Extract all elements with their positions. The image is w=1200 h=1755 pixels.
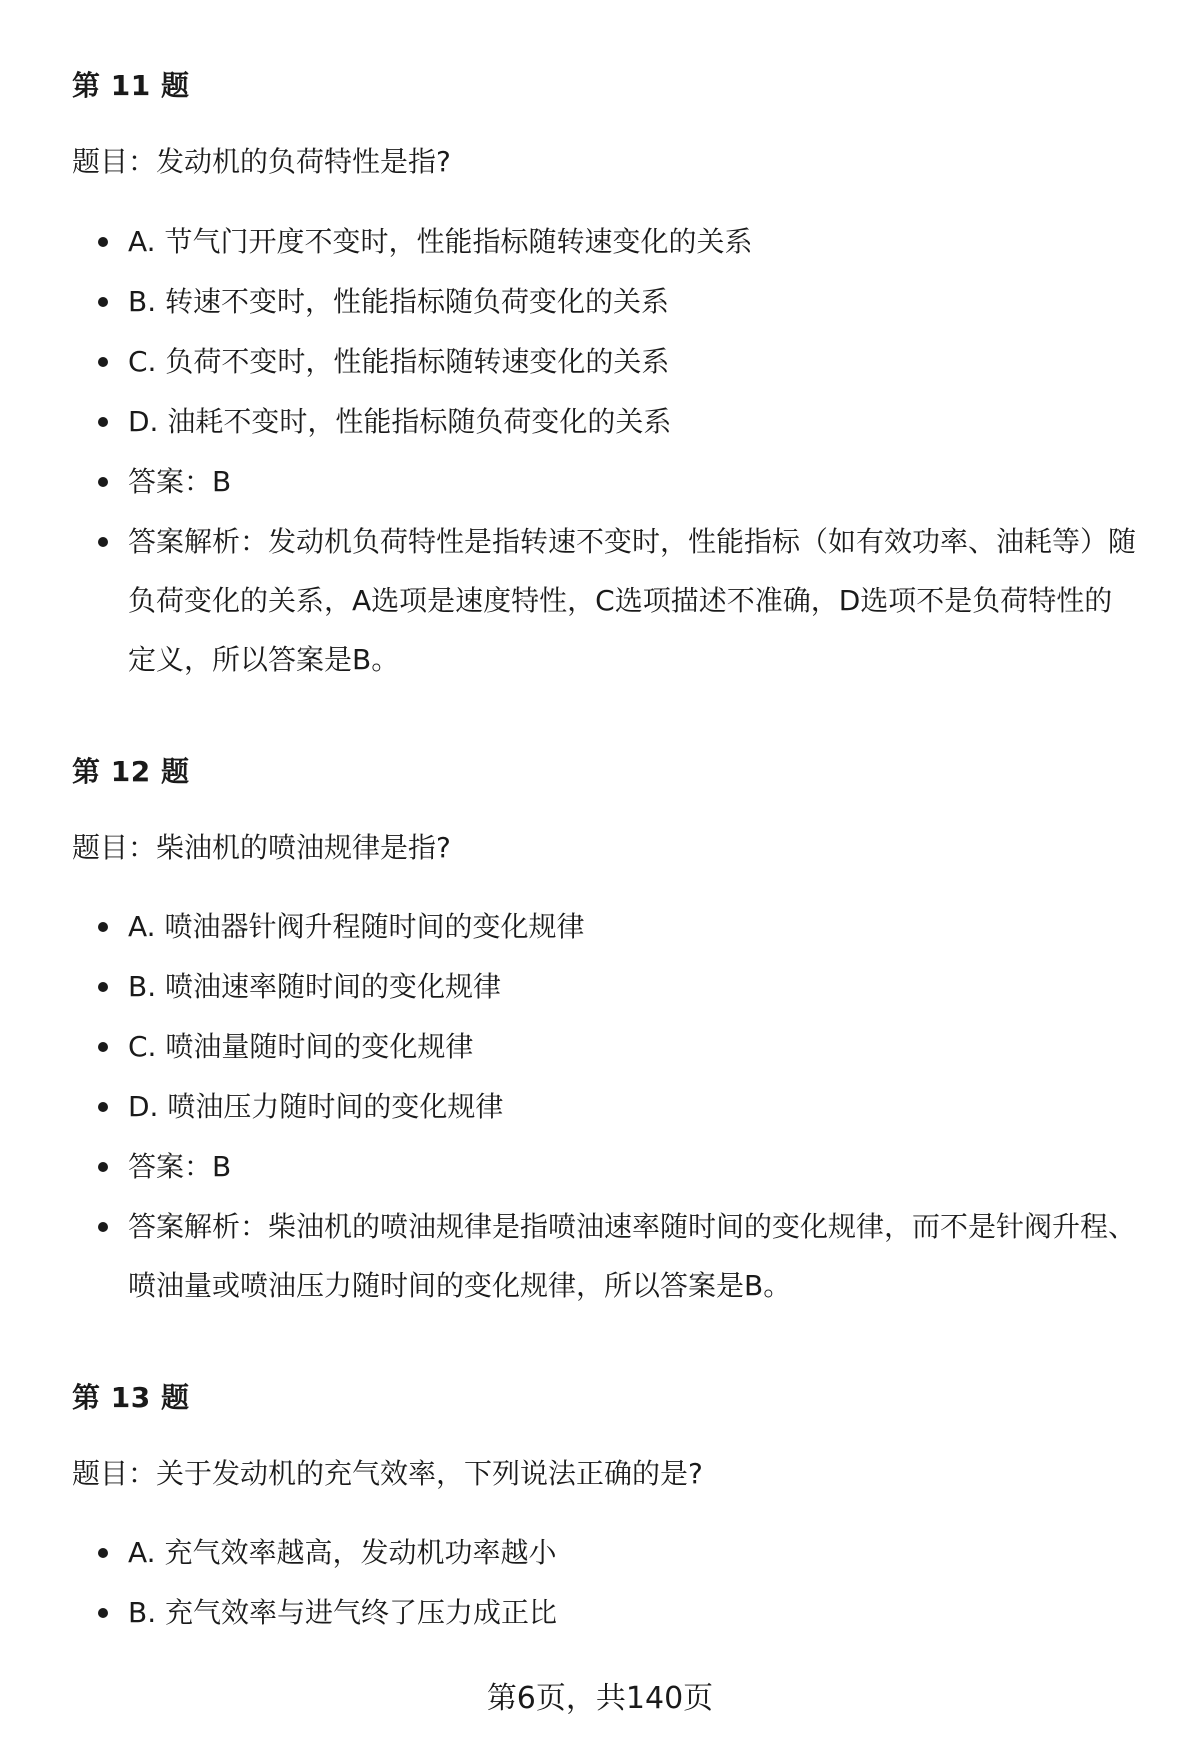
bullet-icon [98,922,108,932]
answer-item [0,462,1200,502]
option-item [0,282,1200,322]
bullet-icon [98,537,108,547]
option-item [0,402,1200,442]
option-item [0,222,1200,262]
explanation-text: 答案解析：柴油机的喷油规律是指喷油速率随时间的变化规律，而不是针阀升程、喷油量或喷油压力随时间的变化规律，所以答案是B。 [128,1210,1137,1302]
bullet-icon [98,1102,108,1112]
bullet-icon [98,297,108,307]
bullet-icon [98,982,108,992]
option-text: D. 油耗不变时，性能指标随负荷变化的关系 [128,405,672,438]
option-list [0,222,1200,709]
page-indicator: 第6页，共140页 [486,1681,714,1716]
option-text: B. 喷油速率随时间的变化规律 [128,970,502,1003]
explanation-text: 答案解析：发动机负荷特性是指转速不变时，性能指标（如有效功率、油耗等）随负荷变化的关系，A选项是速度特性，C选项描述不准确，D选项不是负荷特性的定义，所以答案是B。 [128,525,1137,676]
option-text: A. 节气门开度不变时，性能指标随转速变化的关系 [128,225,753,258]
option-text: C. 负荷不变时，性能指标随转速变化的关系 [128,345,670,378]
bullet-icon [98,1222,108,1232]
answer-text: 答案：B [128,465,232,498]
option-list [0,907,1200,1335]
answer-item [0,1147,1200,1187]
explanation-item [0,1197,1200,1315]
question-stem: 题目：关于发动机的充气效率，下列说法正确的是? [72,1457,703,1490]
question-heading: 第 12 题 [72,755,190,788]
question-heading: 第 11 题 [72,69,190,102]
explanation-item [0,512,1200,689]
option-item [0,1087,1200,1127]
question-heading: 第 13 题 [72,1381,190,1414]
option-list [0,1533,1200,1653]
answer-text: 答案：B [128,1150,232,1183]
question-stem: 题目：发动机的负荷特性是指? [72,145,451,178]
option-item [0,1593,1200,1633]
bullet-icon [98,1548,108,1558]
option-text: A. 喷油器针阀升程随时间的变化规律 [128,910,585,943]
option-text: A. 充气效率越高，发动机功率越小 [128,1536,557,1569]
option-item [0,342,1200,382]
question-stem: 题目：柴油机的喷油规律是指? [72,831,451,864]
bullet-icon [98,357,108,367]
option-item [0,1533,1200,1573]
bullet-icon [98,237,108,247]
option-item [0,967,1200,1007]
option-text: C. 喷油量随时间的变化规律 [128,1030,474,1063]
option-item [0,907,1200,947]
option-text: B. 充气效率与进气终了压力成正比 [128,1596,558,1629]
bullet-icon [98,477,108,487]
bullet-icon [98,1162,108,1172]
option-text: D. 喷油压力随时间的变化规律 [128,1090,504,1123]
bullet-icon [98,1608,108,1618]
option-text: B. 转速不变时，性能指标随负荷变化的关系 [128,285,670,318]
option-item [0,1027,1200,1067]
bullet-icon [98,1042,108,1052]
bullet-icon [98,417,108,427]
